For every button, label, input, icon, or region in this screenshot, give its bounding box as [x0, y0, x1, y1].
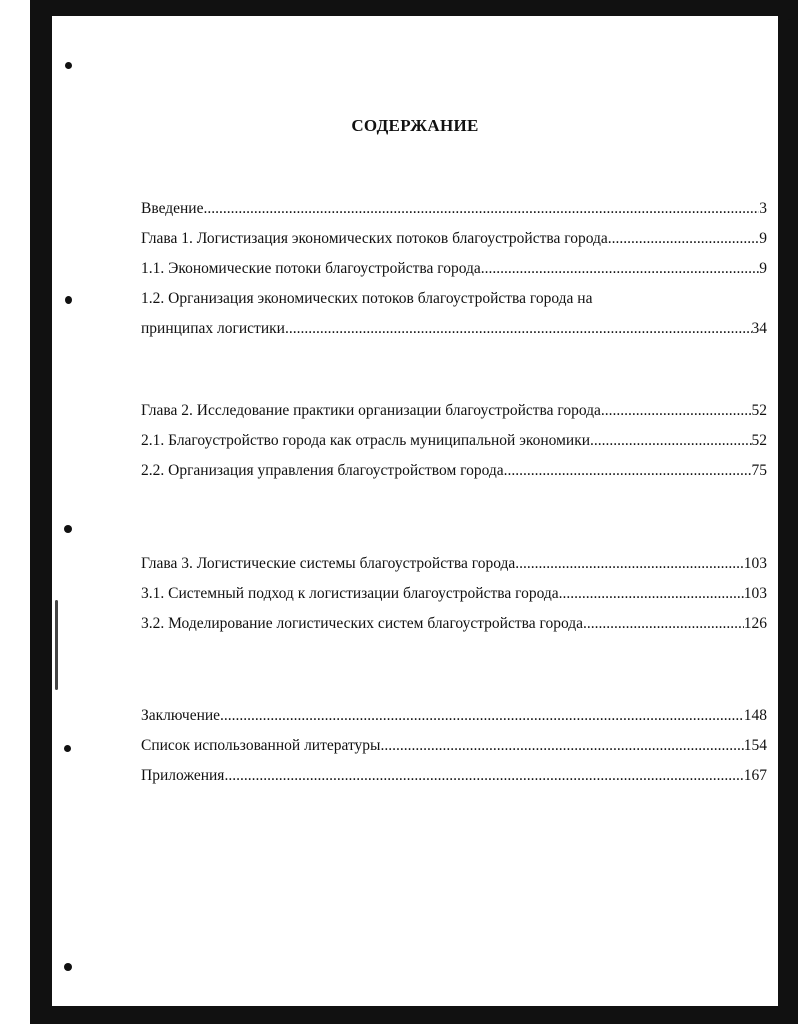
page-title: СОДЕРЖАНИЕ [351, 116, 479, 135]
page-number: 9 [759, 230, 767, 247]
page-number: 52 [751, 432, 767, 449]
scan-border-bottom [30, 1006, 798, 1024]
page-number: 34 [751, 320, 767, 337]
toc-entry-section-3-2: 3.2. Моделирование логистических систем благоустройства города ..... 126 [141, 609, 767, 639]
scan-streak [55, 600, 58, 690]
page-number: 75 [751, 462, 767, 479]
page-number: 148 [743, 707, 767, 724]
toc-entry-conclusion: Заключение ..... 148 [141, 701, 767, 731]
scan-speck [65, 296, 72, 304]
toc-entry-chapter-3: Глава 3. Логистические системы благоустройства города ..... 103 [141, 549, 767, 579]
toc-entry-section-1-2-line1: 1.2. Организация экономических потоков благоустройства города на [141, 290, 593, 307]
scan-speck [64, 963, 72, 971]
document-page [52, 16, 778, 1006]
toc-entry-section-2-2: 2.2. Организация управления благоустройством города ..... 75 [141, 456, 767, 486]
toc-entry-section-1-1: 1.1. Экономические потоки благоустройства города ..... 9 [141, 254, 767, 284]
table-of-contents [141, 194, 767, 791]
scan-speck [64, 745, 71, 752]
toc-entry-appendix: Приложения ..... 167 [141, 761, 767, 791]
toc-entry-section-3-1: 3.1. Системный подход к логистизации благоустройства города ..... 103 [141, 579, 767, 609]
scan-speck [64, 525, 72, 533]
toc-entry-intro: Введение ..... 3 [141, 194, 767, 224]
page-number: 154 [743, 737, 767, 754]
toc-entry-references: Список использованной литературы ..... 154 [141, 731, 767, 761]
page-number: 52 [751, 402, 767, 419]
toc-entry-chapter-1: Глава 1. Логистизация экономических потоков благоустройства города ..... 9 [141, 224, 767, 254]
page-number: 167 [743, 767, 767, 784]
page-number: 103 [743, 555, 767, 572]
toc-entry-chapter-2: Глава 2. Исследование практики организации благоустройства города ..... 52 [141, 396, 767, 426]
page-number: 103 [743, 585, 767, 602]
scan-border-left [30, 0, 52, 1024]
scan-speck [65, 62, 72, 69]
scan-border-right [778, 0, 798, 1024]
toc-entry-section-2-1: 2.1. Благоустройство города как отрасль муниципальной экономики ..... 52 [141, 426, 767, 456]
page-number: 9 [759, 260, 767, 277]
page-number: 3 [759, 200, 767, 217]
page-number: 126 [743, 615, 767, 632]
toc-entry-section-1-2: принципах логистики ..... 34 [141, 314, 767, 344]
